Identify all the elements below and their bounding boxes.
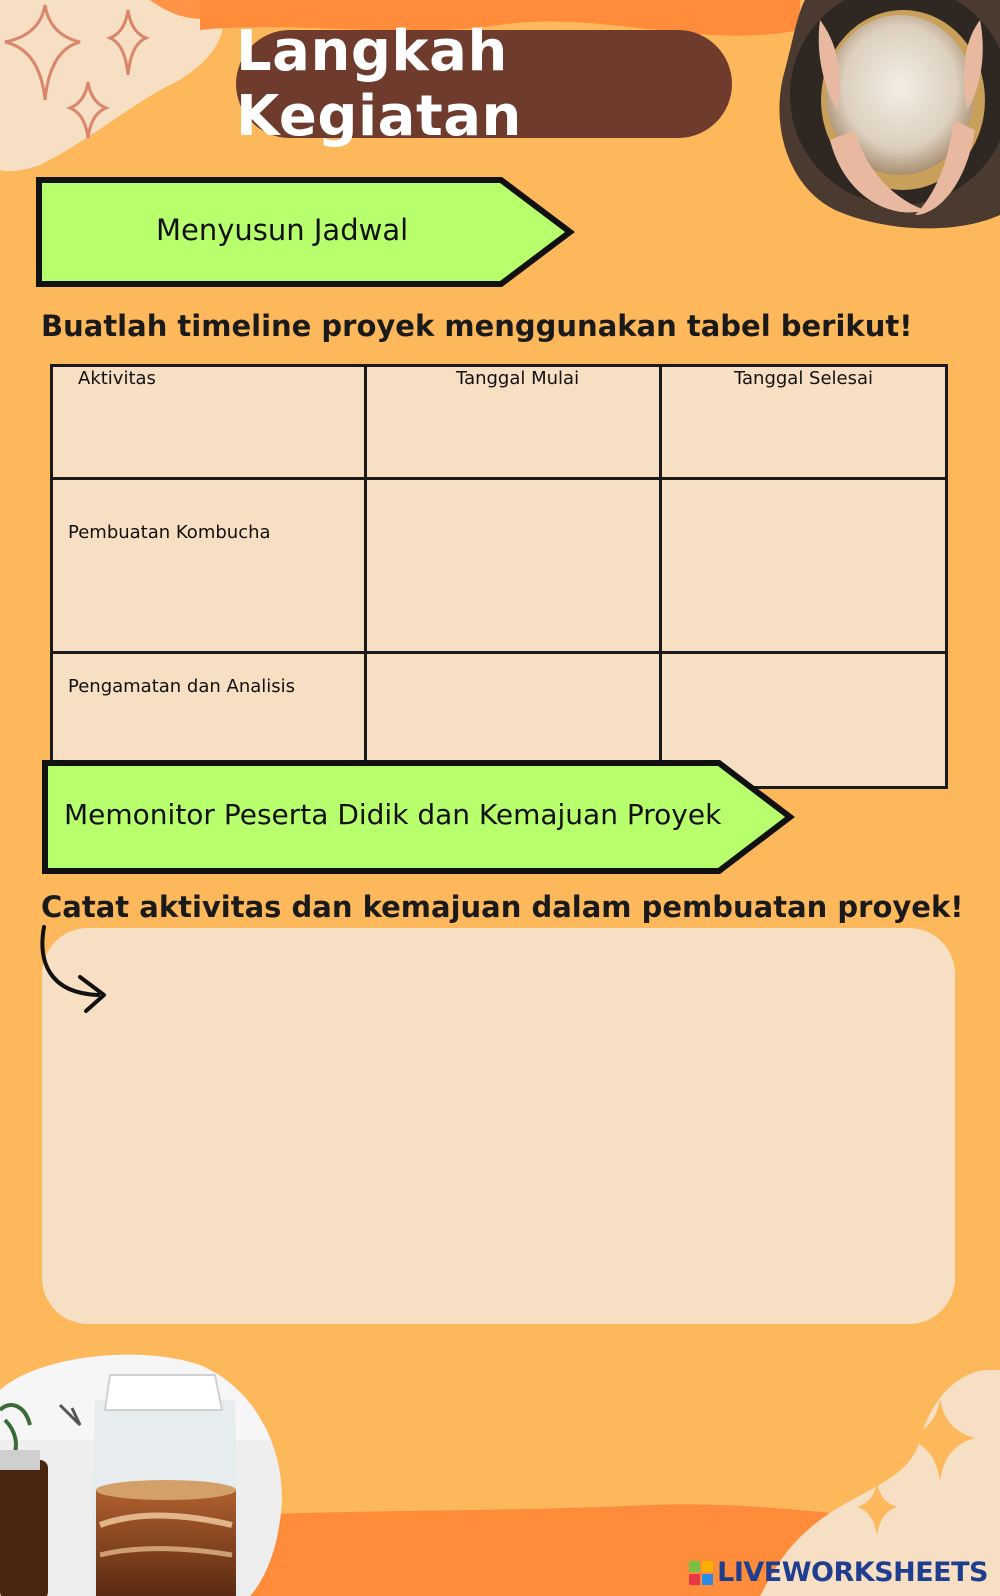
section-banner-2 (42, 760, 796, 874)
activity-cell: Pembuatan Kombucha (52, 479, 366, 653)
section-banner-1 (36, 177, 576, 287)
liveworksheets-brand (689, 1557, 988, 1588)
section-heading-schedule: Menyusun Jadwal (156, 213, 409, 247)
liveworksheets-logo-icon (689, 1561, 713, 1585)
start-date-cell[interactable] (366, 479, 661, 653)
table-row (52, 479, 947, 653)
table-header-row (52, 366, 947, 479)
header-activity: Aktivitas (52, 366, 366, 479)
page-title-pill (236, 19, 732, 149)
end-date-cell[interactable] (661, 479, 947, 653)
header-end-date: Tanggal Selesai (661, 366, 947, 479)
section-heading-monitoring: Memonitor Peserta Didik dan Kemajuan Proyek (64, 798, 722, 831)
notes-answer-box[interactable] (42, 928, 955, 1324)
curved-arrow-icon (38, 925, 113, 1015)
instruction-notes: Catat aktivitas dan kemajuan dalam pembuatan proyek! (41, 890, 964, 924)
brand-text: LIVEWORKSHEETS (717, 1557, 988, 1588)
activity-cell: Pengamatan dan Analisis (52, 653, 366, 788)
page-title: Langkah Kegiatan (236, 19, 522, 149)
instruction-timeline: Buatlah timeline proyek menggunakan tabel berikut! (41, 309, 913, 343)
scoby-photo (775, 0, 1000, 232)
timeline-table (50, 364, 948, 789)
kombucha-jar-photo (0, 1350, 285, 1596)
header-start-date: Tanggal Mulai (366, 366, 661, 479)
